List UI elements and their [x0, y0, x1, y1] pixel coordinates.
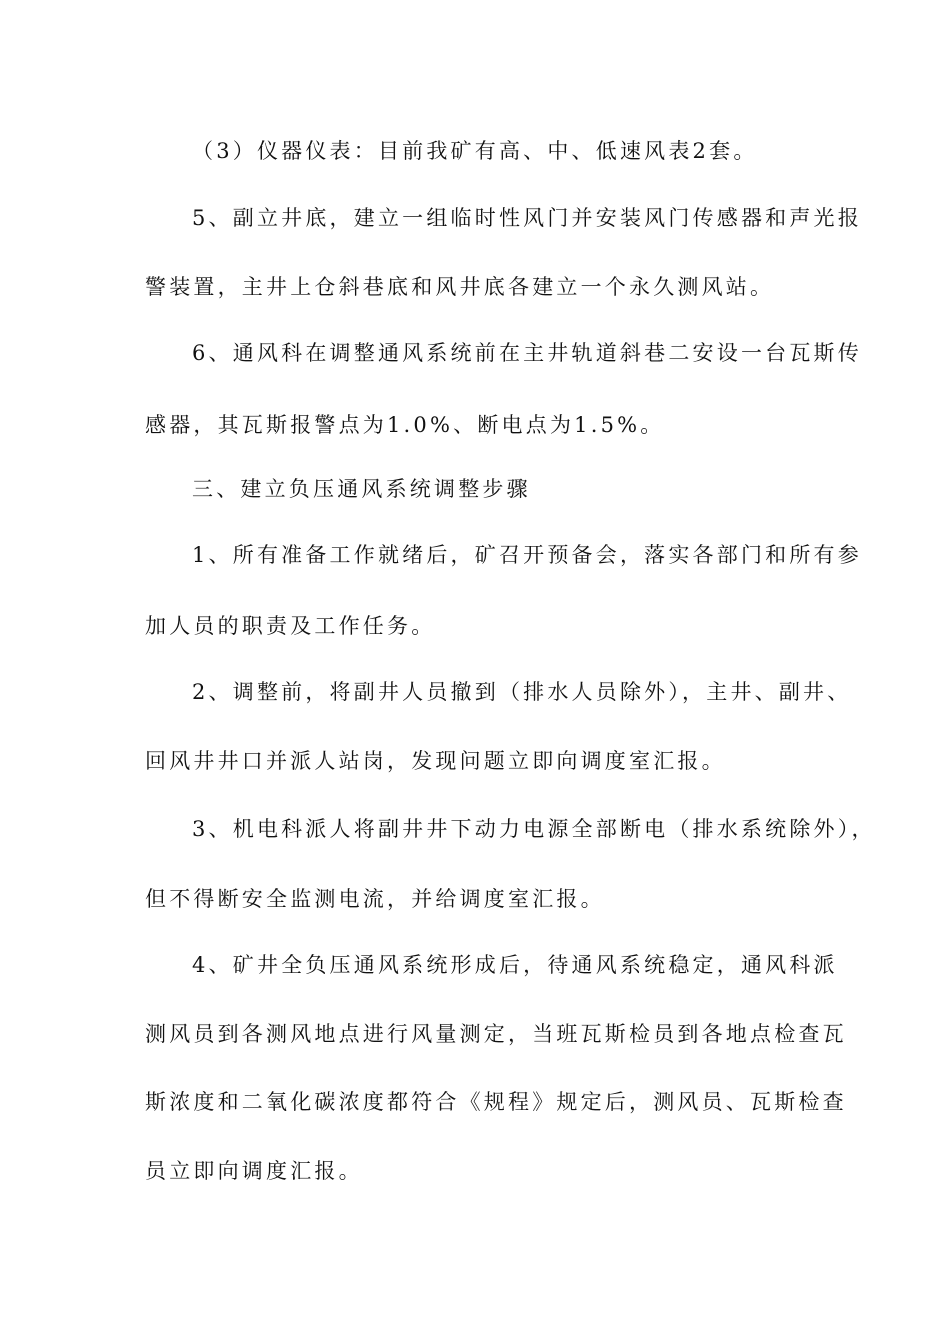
text-line-step3-end: 但不得断安全监测电流，并给调度室汇报。: [145, 887, 605, 911]
text-line-step2-start: 2、调整前，将副井人员撤到（排水人员除外），主井、副井、: [192, 680, 852, 704]
text-line-item6-end: 感器，其瓦斯报警点为1.0%、断电点为1.5%。: [145, 413, 665, 437]
text-line-step4-2: 测风员到各测风地点进行风量测定，当班瓦斯检员到各地点检查瓦: [145, 1022, 847, 1046]
text-line-step4-1: 4、矿井全负压通风系统形成后，待通风系统稳定，通风科派: [192, 953, 838, 977]
text-line-step4-4: 员立即向调度汇报。: [145, 1159, 363, 1183]
section-heading: 三、建立负压通风系统调整步骤: [192, 477, 531, 501]
text-line-instruments: （3）仪器仪表：目前我矿有高、中、低速风表2套。: [192, 139, 758, 163]
text-line-step1-start: 1、所有准备工作就绪后，矿召开预备会，落实各部门和所有参: [192, 543, 862, 567]
text-line-step1-end: 加人员的职责及工作任务。: [145, 614, 436, 638]
text-line-step4-3: 斯浓度和二氧化碳浓度都符合《规程》规定后，测风员、瓦斯检查: [145, 1090, 847, 1114]
text-line-step2-end: 回风井井口并派人站岗，发现问题立即向调度室汇报。: [145, 749, 726, 773]
text-line-item6-start: 6、通风科在调整通风系统前在主井轨道斜巷二安设一台瓦斯传: [192, 341, 862, 365]
text-line-item5-end: 警装置，主井上仓斜巷底和风井底各建立一个永久测风站。: [145, 275, 775, 299]
text-line-step3-start: 3、机电科派人将副井井下动力电源全部断电（排水系统除外），: [192, 817, 876, 841]
text-line-item5-start: 5、副立井底，建立一组临时性风门并安装风门传感器和声光报: [192, 206, 862, 230]
